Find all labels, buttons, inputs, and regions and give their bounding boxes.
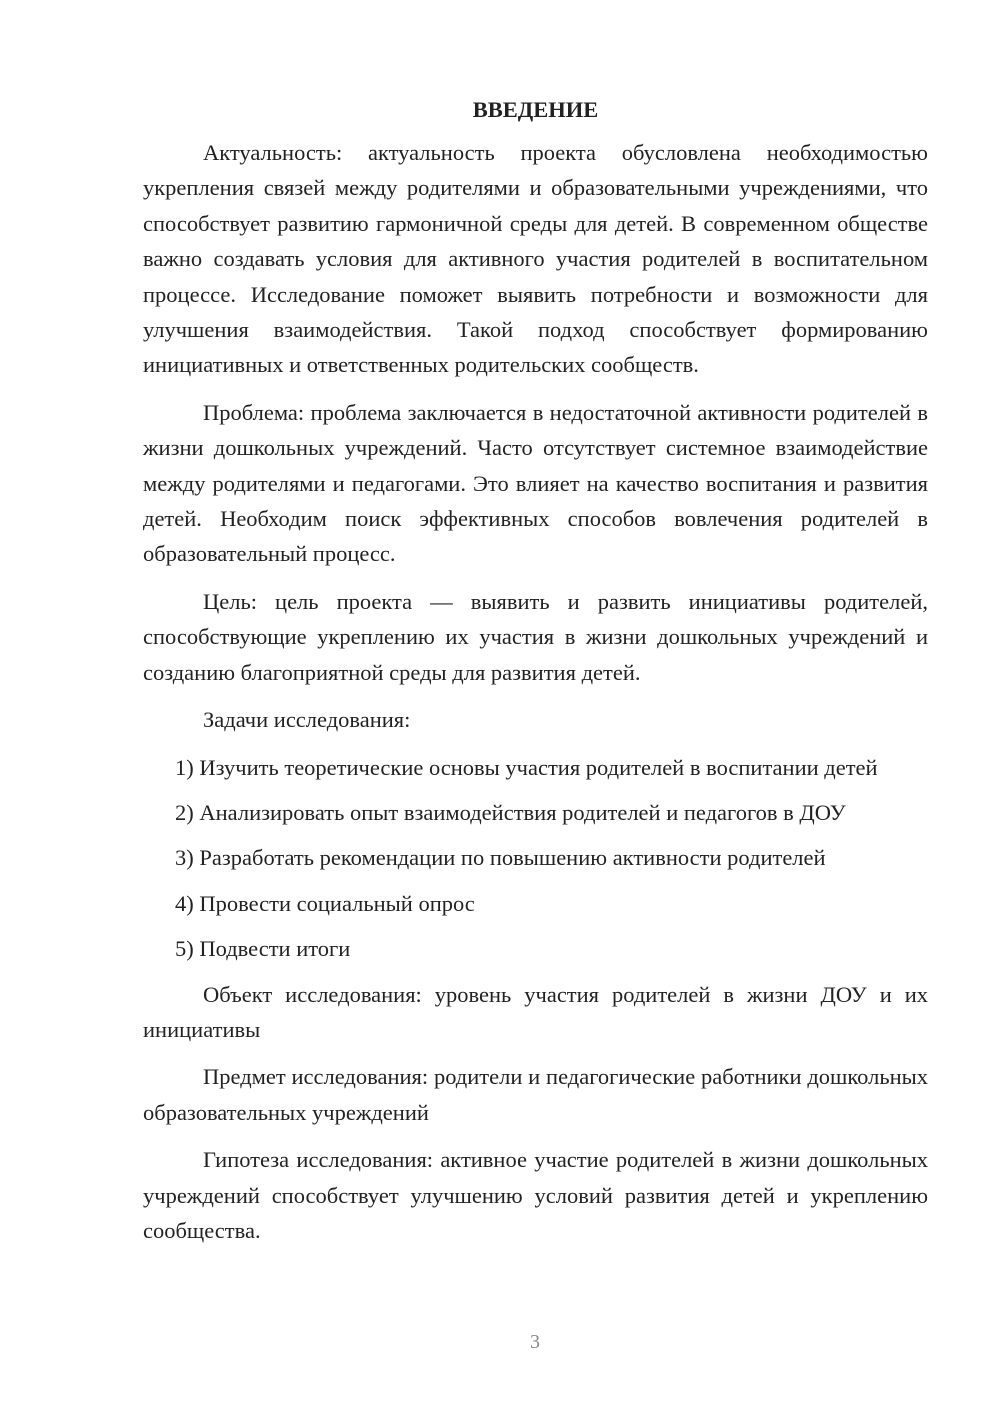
relevance-paragraph: Актуальность: актуальность проекта обусловлена необходимостью укрепления связей между родителями и образовательными учреждениями, что способствует развитию гармоничной среды для детей. В современном обществе важно создавать условия для активного участия родителей в воспитательном процессе. Исследование поможет выявить потребности и возможности для улучшения взаимодействия. Такой подход способствует формированию инициативных и ответственных родительских сообществ. [143,140,928,378]
task-item: 3) Разработать рекомендации по повышению активности родителей [175,845,826,871]
page-number: 3 [530,1331,540,1353]
problem-paragraph: Проблема: проблема заключается в недостаточной активности родителей в жизни дошкольных учреждений. Часто отсутствует системное взаимодействие между родителями и педагогами. Это влияет на качество воспитания и развития детей. Необходим поиск эффективных способов вовлечения родителей в образовательный процесс. [143,399,928,567]
object-paragraph: Объект исследования: уровень участия родителей в жизни ДОУ и их инициативы [143,981,928,1042]
goal-paragraph: Цель: цель проекта — выявить и развить инициативы родителей, способствующие укреплению их участия в жизни дошкольных учреждений и созданию благоприятной среды для развития детей. [143,588,928,685]
section-title: ВВЕДЕНИЕ [472,97,599,122]
hypothesis-paragraph: Гипотеза исследования: активное участие родителей в жизни дошкольных учреждений способствует улучшению условий развития детей и укреплению сообщества. [143,1147,928,1243]
task-item: 1) Изучить теоретические основы участия родителей в воспитании детей [175,754,878,780]
task-item: 5) Подвести итоги [175,936,351,962]
task-item: 2) Анализировать опыт взаимодействия родителей и педагогов в ДОУ [175,799,846,825]
tasks-heading: Задачи исследования: [203,707,411,733]
document-page [143,94,928,1260]
task-item: 4) Провести социальный опрос [175,890,475,916]
subject-paragraph: Предмет исследования: родители и педагогические работники дошкольных образовательных учреждений [143,1064,928,1125]
